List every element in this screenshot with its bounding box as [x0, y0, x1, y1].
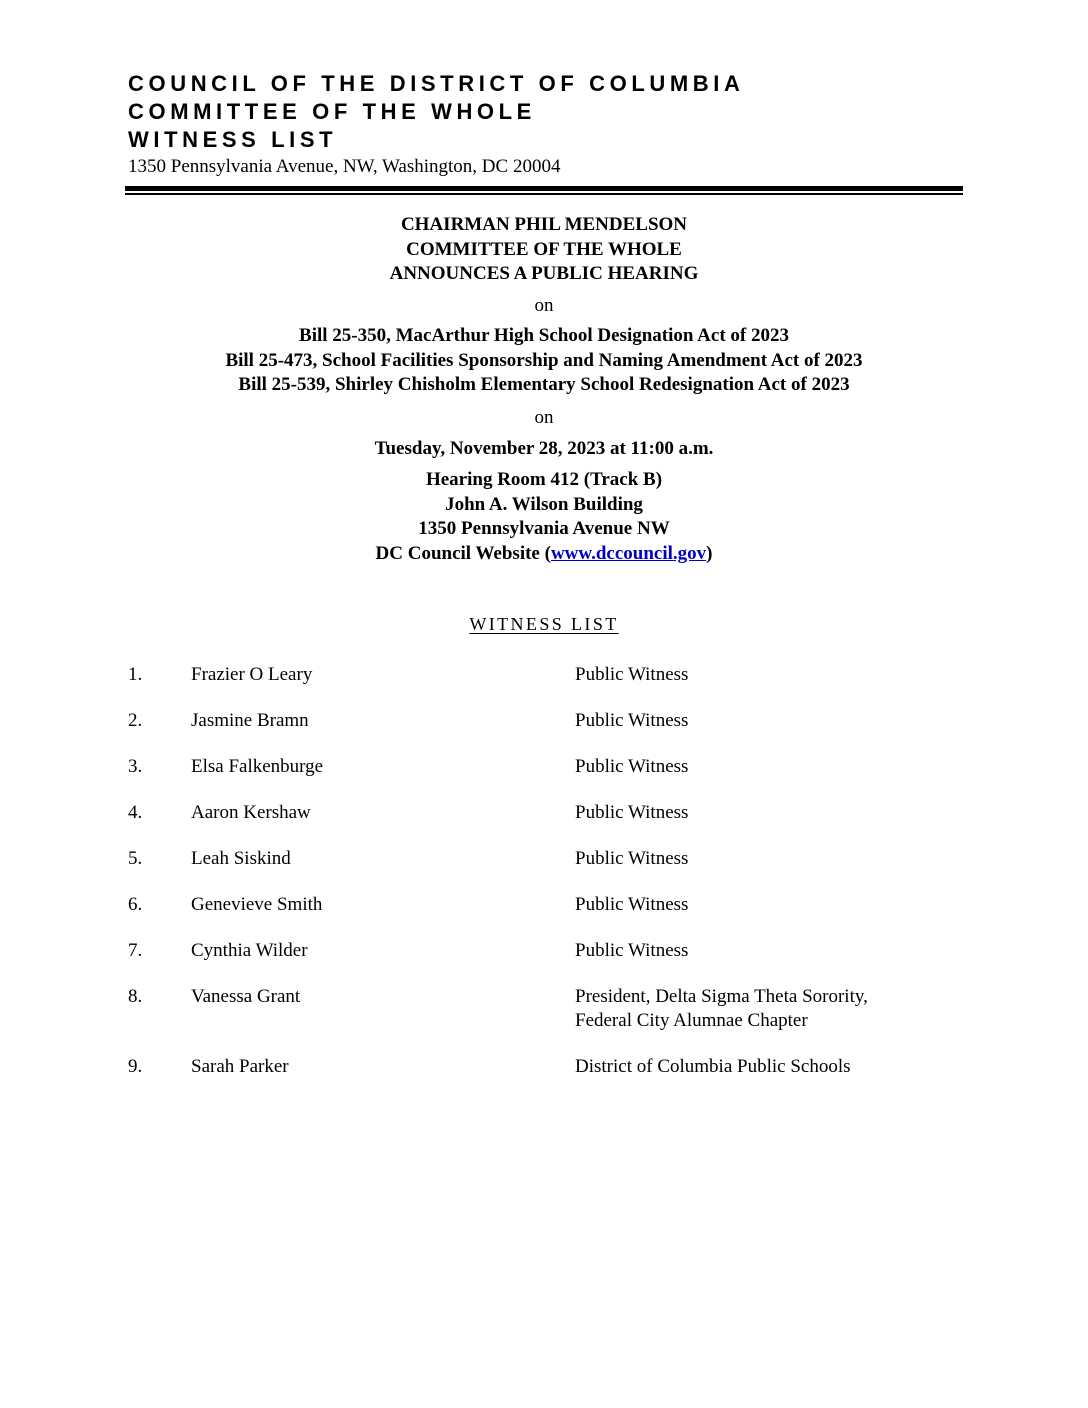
witness-affiliation: [575, 801, 948, 825]
hearing-room: Hearing Room 412 (Track B): [425, 469, 663, 490]
witness-name: Frazier O Leary: [191, 664, 313, 685]
witness-number: 5.: [128, 848, 143, 869]
witness-name: Leah Siskind: [191, 848, 291, 869]
website-line: [125, 542, 963, 567]
witness-affiliation-line: President, Delta Sigma Theta Sorority,: [575, 986, 868, 1007]
witness-number: 6.: [128, 894, 143, 915]
letterhead-address: 1350 Pennsylvania Avenue, NW, Washington, DC 20004: [128, 156, 561, 177]
website-suffix: ): [706, 542, 713, 564]
witness-number: 2.: [128, 710, 143, 731]
council-title: COUNCIL OF THE DISTRICT OF COLUMBIA: [128, 71, 745, 96]
witness-number: 9.: [128, 1056, 143, 1077]
on-connector-2: on: [534, 407, 554, 428]
witness-number: 3.: [128, 756, 143, 777]
letterhead: [128, 70, 964, 179]
witness-row: [128, 893, 948, 939]
committee-title: COMMITTEE OF THE WHOLE: [128, 99, 536, 124]
header-divider-thick: [125, 186, 963, 191]
witness-row: [128, 709, 948, 755]
chairman-line: CHAIRMAN PHIL MENDELSON: [400, 214, 688, 235]
bills-block: [125, 324, 963, 398]
witness-list-heading: WITNESS LIST: [469, 614, 619, 634]
website-link[interactable]: www.dccouncil.gov: [550, 542, 707, 564]
hearing-building: John A. Wilson Building: [445, 493, 643, 515]
witness-affiliation: [575, 939, 948, 963]
hearing-datetime-block: [125, 437, 963, 462]
witness-affiliation: [575, 1055, 948, 1079]
witness-name: Cynthia Wilder: [191, 940, 308, 961]
witness-affiliation-line: Public Witness: [575, 848, 689, 869]
witness-affiliation-line: Public Witness: [575, 664, 689, 685]
witness-row: [128, 755, 948, 801]
witness-number: 1.: [128, 664, 143, 685]
witness-name: Sarah Parker: [191, 1056, 289, 1077]
announcement-block: [125, 213, 963, 287]
witness-affiliation-line: District of Columbia Public Schools: [575, 1056, 851, 1077]
witness-affiliation: [575, 663, 948, 687]
witness-row: [128, 847, 948, 893]
bill-line: Bill 25-539, Shirley Chisholm Elementary School Redesignation Act of 2023: [238, 374, 850, 395]
witness-affiliation: [575, 709, 948, 733]
witness-number: 4.: [128, 802, 143, 823]
witness-row: [128, 985, 948, 1055]
witness-list: [128, 663, 948, 1101]
witness-affiliation-line: Public Witness: [575, 710, 689, 731]
witness-affiliation: [575, 985, 948, 1033]
witness-name: Genevieve Smith: [191, 894, 323, 915]
witness-list-heading-container: [125, 614, 963, 635]
witness-affiliation-line: Public Witness: [575, 940, 689, 961]
witness-number: 7.: [128, 940, 143, 961]
witness-affiliation-line: Public Witness: [575, 756, 689, 777]
witness-row: [128, 663, 948, 709]
hearing-location-block: [125, 468, 963, 566]
witness-affiliation-line: Public Witness: [575, 802, 689, 823]
committee-line: COMMITTEE OF THE WHOLE: [406, 238, 682, 260]
hearing-address: 1350 Pennsylvania Avenue NW: [418, 518, 670, 539]
witness-number: 8.: [128, 986, 143, 1007]
witness-name: Aaron Kershaw: [191, 802, 311, 823]
header-divider-thin: [125, 193, 963, 195]
document-type-title: WITNESS LIST: [128, 127, 338, 152]
witness-affiliation-line: Federal City Alumnae Chapter: [575, 1010, 808, 1031]
bill-line: Bill 25-473, School Facilities Sponsorship and Naming Amendment Act of 2023: [225, 349, 863, 371]
witness-affiliation: [575, 755, 948, 779]
witness-affiliation-line: Public Witness: [575, 894, 689, 915]
witness-row: [128, 939, 948, 985]
witness-row: [128, 1055, 948, 1101]
hearing-announcement-line: ANNOUNCES A PUBLIC HEARING: [389, 263, 699, 284]
witness-name: Elsa Falkenburge: [191, 756, 324, 777]
witness-row: [128, 801, 948, 847]
witness-name: Vanessa Grant: [191, 986, 301, 1007]
website-prefix: DC Council Website (: [375, 542, 551, 564]
witness-affiliation: [575, 893, 948, 917]
on-connector-1: on: [534, 295, 554, 316]
hearing-datetime: Tuesday, November 28, 2023 at 11:00 a.m.: [374, 438, 714, 459]
bill-line: Bill 25-350, MacArthur High School Designation Act of 2023: [299, 325, 789, 346]
witness-name: Jasmine Bramn: [191, 710, 309, 731]
witness-affiliation: [575, 847, 948, 871]
